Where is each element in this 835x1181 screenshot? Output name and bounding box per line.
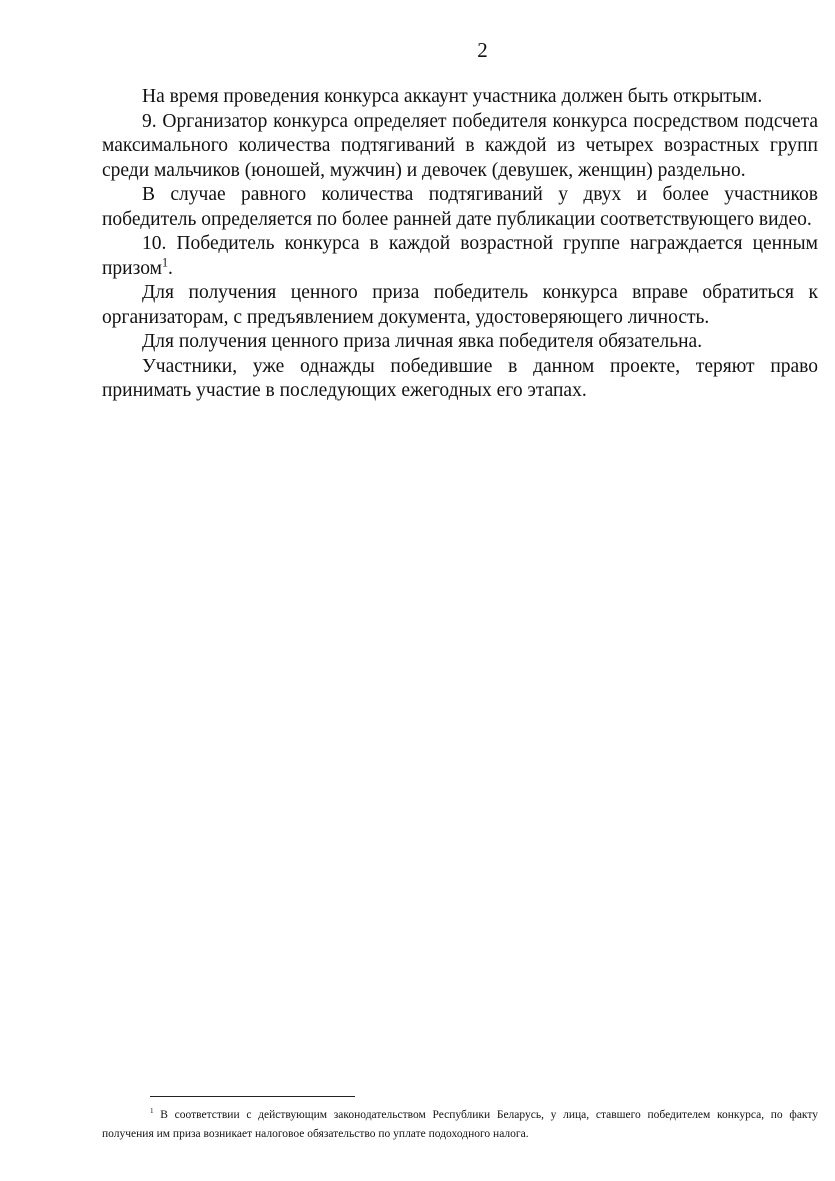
footnote-marker: 1	[150, 1107, 154, 1116]
paragraph-4-text: 10. Победитель конкурса в каждой возрастной группе награждается ценным призом	[102, 233, 818, 279]
paragraph-4	[102, 232, 818, 281]
paragraph-2: 9. Организатор конкурса определяет победителя конкурса посредством подсчета максимального количества подтягиваний в каждой из четырех возрастных групп среди мальчиков (юношей, мужчин) и девочек (девушек, женщин) раздельно.	[102, 110, 818, 181]
page-number: 2	[477, 38, 488, 62]
paragraph-7: Участники, уже однажды победившие в данном проекте, теряют право принимать участие в последующих ежегодных его этапах.	[102, 355, 818, 401]
paragraph-4-end: .	[167, 257, 173, 279]
document-body	[102, 85, 818, 404]
footnote-paragraph	[102, 1106, 818, 1144]
footnote-text: В соответствии с действующим законодательством Республики Беларусь, у лица, ставшего победителем конкурса, по факту получения им приза возникает налоговое обязательство по уплате подоходного налога.	[102, 1109, 818, 1140]
paragraph-6: Для получения ценного приза личная явка победителя обязательна.	[142, 331, 703, 352]
footnote-reference: 1	[161, 255, 168, 269]
paragraph-3: В случае равного количества подтягиваний у двух и более участников победитель определяется по более ранней дате публикации соответствующего видео.	[102, 184, 818, 230]
footnote-divider	[150, 1096, 355, 1097]
paragraph-5: Для получения ценного приза победитель конкурса вправе обратиться к организаторам, с предъявлением документа, удостоверяющего личность.	[102, 282, 818, 328]
footnote	[102, 1106, 818, 1144]
paragraph-1: На время проведения конкурса аккаунт участника должен быть открытым.	[142, 86, 763, 107]
